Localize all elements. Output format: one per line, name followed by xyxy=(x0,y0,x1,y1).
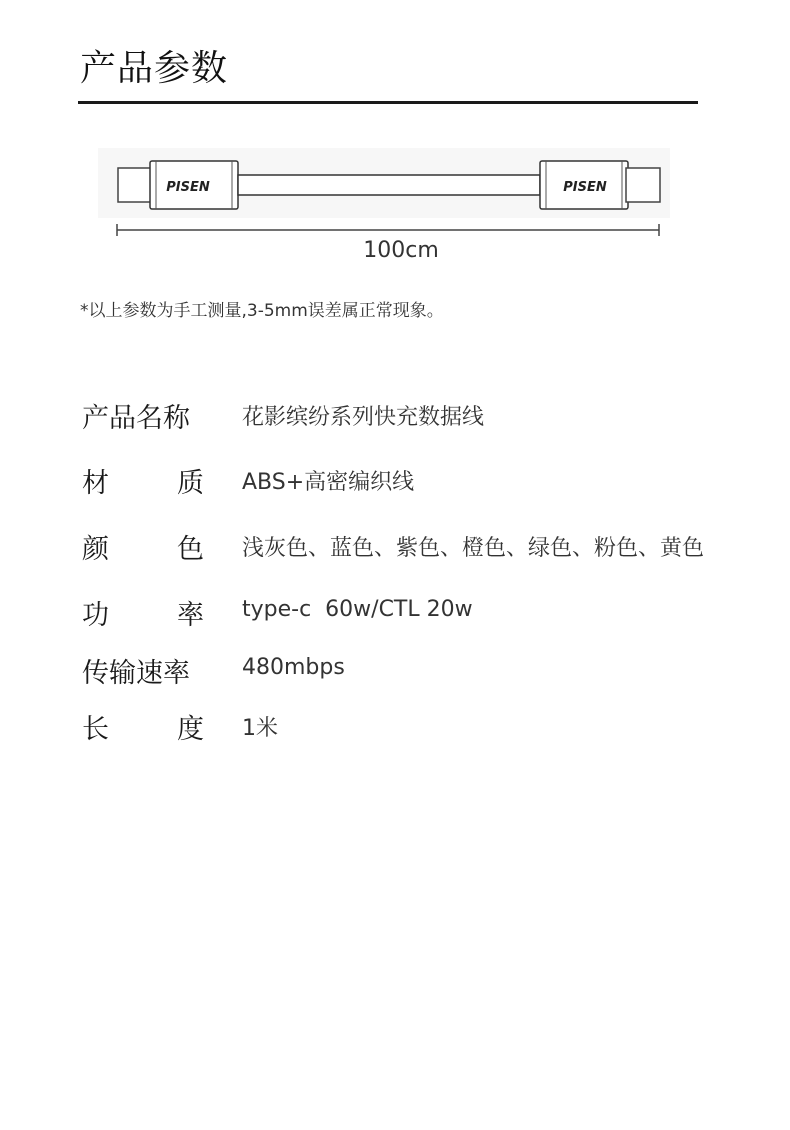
spec-label: 材 质 xyxy=(82,468,204,499)
spec-value: ABS+高密编织线 xyxy=(242,470,415,495)
spec-label: 产品名称 xyxy=(82,403,190,434)
spec-label: 颜 色 xyxy=(82,534,204,565)
cable-body xyxy=(238,175,540,195)
spec-value: 浅灰色、蓝色、紫色、橙色、绿色、粉色、黄色 xyxy=(242,536,705,561)
measurement-note: *以上参数为手工测量,3-5mm误差属正常现象。 xyxy=(80,301,444,321)
spec-value: type-c 60w/CTL 20w xyxy=(242,597,473,622)
right-brand-logo: PISEN xyxy=(563,180,607,195)
left-plug-tip xyxy=(118,168,152,202)
spec-value: 1米 xyxy=(242,716,278,741)
length-label: 100cm xyxy=(363,238,439,263)
right-plug-tip xyxy=(626,168,660,202)
left-brand-logo: PISEN xyxy=(166,180,210,195)
length-dimension-line xyxy=(116,222,660,238)
spec-value: 花影缤纷系列快充数据线 xyxy=(242,405,485,430)
cable-diagram xyxy=(98,148,670,218)
title-divider xyxy=(78,101,698,104)
spec-label: 传输速率 xyxy=(82,658,190,689)
spec-value: 480mbps xyxy=(242,655,345,680)
spec-label: 功 率 xyxy=(82,600,204,631)
spec-label: 长 度 xyxy=(82,714,204,745)
page-title: 产品参数 xyxy=(80,48,229,89)
